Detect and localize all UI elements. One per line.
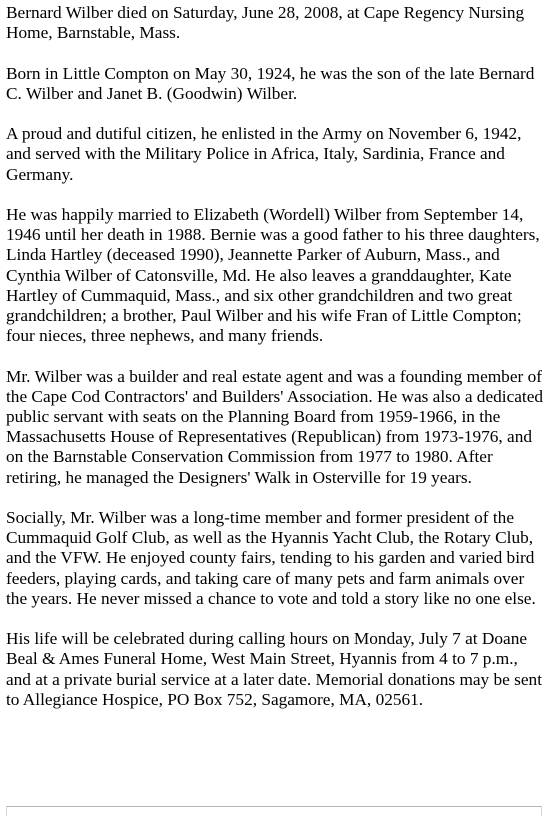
paragraph-services: His life will be celebrated during calling hours on Monday, July 7 at Doane Beal & Ames Funeral Home, West Main Street, Hyannis from 4 to 7 p.m., and at a private burial service at a later date. Memorial donations may be sent to Allegiance Hospice, PO Box 752, Sagamore, MA, 02561. [6, 629, 542, 709]
paragraph-death-notice: Bernard Wilber died on Saturday, June 28, 2008, at Cape Regency Nursing Home, Barnstable, Mass. [6, 3, 525, 43]
paragraph-birth: Born in Little Compton on May 30, 1924, he was the son of the late Bernard C. Wilber and Janet B. (Goodwin) Wilber. [6, 63, 535, 103]
paragraph-social-life: Socially, Mr. Wilber was a long-time member and former president of the Cummaquid Golf Club, as well as the Hyannis Yacht Club, the Rotary Club, and the VFW. He enjoyed county fairs, tending to his garden and varied bird feeders, playing cards, and taking care of many pets and farm animals over the years. He never missed a chance to vote and told a story like no one else. [6, 508, 536, 608]
paragraph-military-service: A proud and dutiful citizen, he enlisted in the Army on November 6, 1942, and served with the Military Police in Africa, Italy, Sardinia, France and Germany. [6, 124, 522, 184]
bottom-divider [6, 806, 542, 816]
paragraph-career: Mr. Wilber was a builder and real estate agent and was a founding member of the Cape Cod Contractors' and Builders' Association. He was also a dedicated public servant with seats on the Planning Board from 1959-1966, in the Massachusetts House of Representatives (Republican) from 1973-1976, and on the Barnstable Conservation Commission from 1977 to 1980. After retiring, he managed the Designers' Walk in Osterville for 19 years. [6, 366, 544, 487]
paragraph-family: He was happily married to Elizabeth (Wordell) Wilber from September 14, 1946 until her death in 1988. Bernie was a good father to his three daughters, Linda Hartley (deceased 1990), Jeannette Parker of Auburn, Mass., and Cynthia Wilber of Catonsville, Md. He also leaves a granddaughter, Kate Hartley of Cummaquid, Mass., and six other grandchildren and two great grandchildren; a brother, Paul Wilber and his wife Fran of Little Compton; four nieces, three nephews, and many friends. [6, 204, 540, 346]
obituary-text [6, 3, 546, 710]
